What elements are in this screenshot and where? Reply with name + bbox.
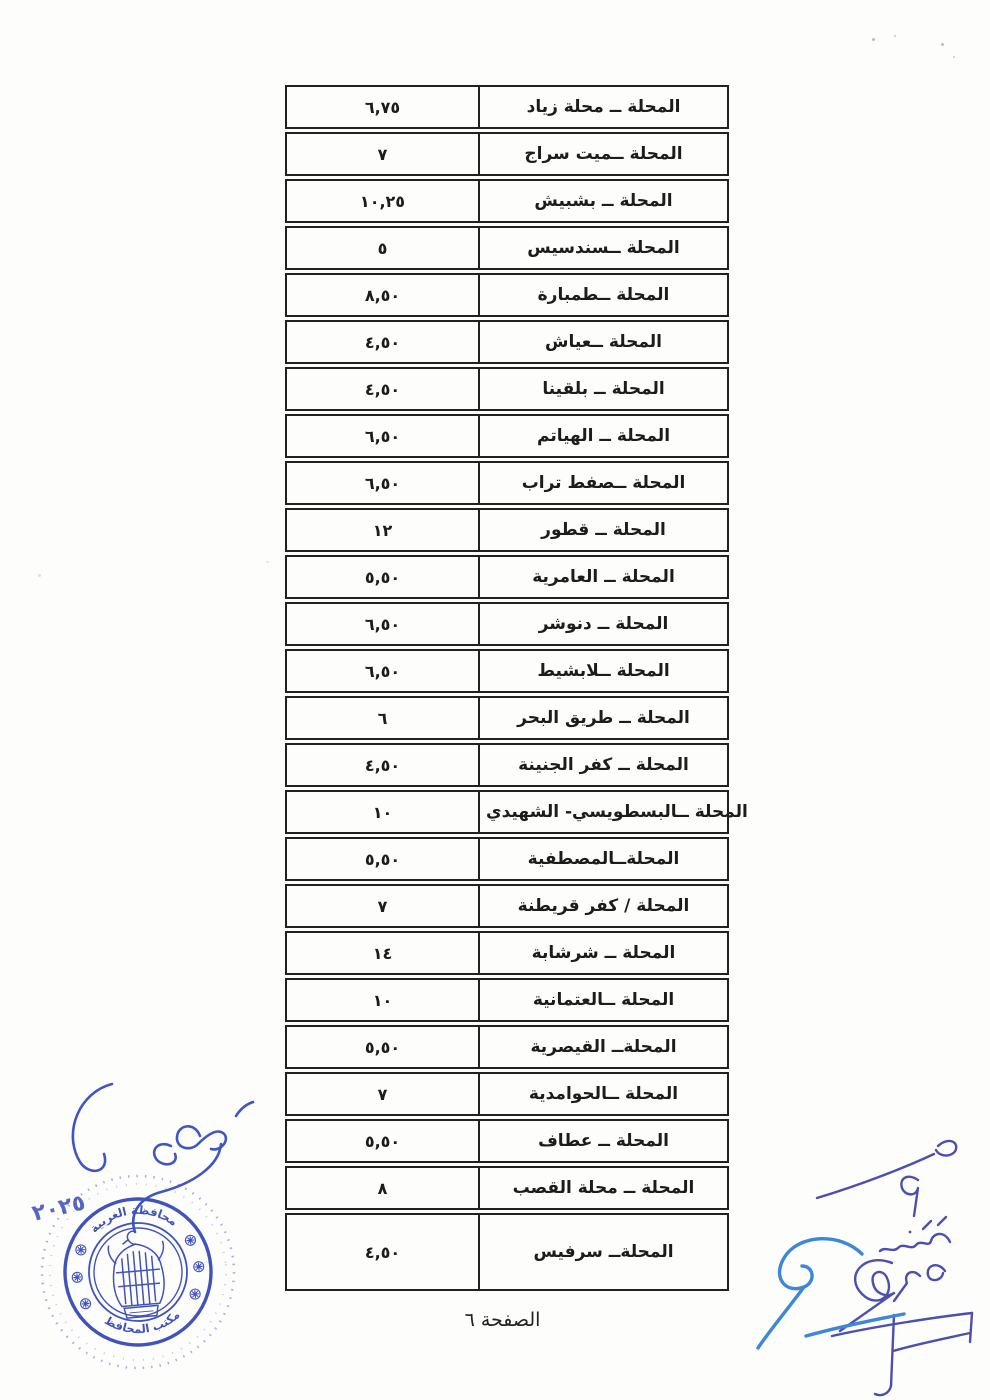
stamp-ink-halo	[43, 1177, 234, 1368]
table-row	[285, 696, 729, 740]
eagle-emblem-icon	[107, 1229, 170, 1320]
handwritten-year-note: ٢٠٢٥	[29, 1190, 88, 1227]
district-name: المحلة ــالبسطويسي- الشهيدي	[486, 802, 748, 822]
noise-dot	[894, 35, 896, 37]
table-row	[285, 555, 729, 599]
rate-value: ٧	[287, 134, 480, 174]
district-name: المحلة ــ طريق البحر	[517, 708, 690, 728]
district-name: المحلةــالمصطفية	[527, 849, 680, 869]
rate-value: ٦,٧٥	[287, 87, 480, 127]
rate-value: ٦,٥٠	[287, 604, 480, 644]
district-name: المحلة ــ العامرية	[532, 567, 675, 587]
district-name: المحلة ــ محلة زياد	[526, 97, 681, 117]
district-name: المحلة ــالحوامدية	[528, 1084, 679, 1104]
table-row	[285, 367, 729, 411]
rate-value: ٦,٥٠	[287, 651, 480, 691]
noise-dot	[38, 574, 41, 577]
district-name: المحلة ــطمبارة	[537, 285, 670, 305]
official-stamp	[24, 1158, 252, 1386]
districts-rates-table	[285, 85, 748, 1294]
district-name: المحلة ــلابشيط	[537, 661, 670, 681]
district-name: المحلة / كفر قريطنة	[517, 896, 690, 916]
rate-value: ١٠	[287, 980, 480, 1020]
rate-value: ٦,٥٠	[287, 416, 480, 456]
table-row	[285, 649, 729, 693]
district-name: المحلة ــ بلقينا	[542, 379, 665, 399]
noise-dot	[872, 38, 875, 41]
rate-value: ٥,٥٠	[287, 1027, 480, 1067]
table-row	[285, 884, 729, 928]
stamp-arc-bottom-text: مكتب المحافظ	[102, 1307, 183, 1336]
district-name: المحلة ــ دنوشر	[538, 614, 669, 634]
table-row	[285, 837, 729, 881]
table-row	[285, 320, 729, 364]
rate-value: ٥,٥٠	[287, 1121, 480, 1161]
district-name: المحلة ــ شرشابة	[531, 943, 676, 963]
rate-value: ٦	[287, 698, 480, 738]
rate-value: ١٤	[287, 933, 480, 973]
rate-value: ١٢	[287, 510, 480, 550]
table-row	[285, 414, 729, 458]
rate-value: ٤,٥٠	[287, 369, 480, 409]
district-name: المحلة ــ كفر الجنينة	[518, 755, 689, 775]
rate-value: ١٠,٢٥	[287, 181, 480, 221]
rate-value: ٧	[287, 886, 480, 926]
stamp-arc-top-text: محافظة الغربية	[86, 1202, 181, 1236]
table-row	[285, 179, 729, 223]
rate-value: ٤,٥٠	[287, 745, 480, 785]
table-row	[285, 132, 729, 176]
stamp-inner-ring	[85, 1219, 191, 1325]
table-row	[285, 226, 729, 270]
table-row	[285, 1072, 729, 1116]
rate-value: ٥,٥٠	[287, 557, 480, 597]
rate-value: ٦,٥٠	[287, 463, 480, 503]
table-row	[285, 931, 729, 975]
table-row	[285, 790, 748, 834]
rate-value: ٥	[287, 228, 480, 268]
district-name: المحلةــ سرفيس	[533, 1242, 674, 1262]
district-name: المحلة ــ عطاف	[538, 1131, 669, 1151]
district-name: المحلة ــصفط تراب	[521, 473, 686, 493]
table-row	[285, 461, 729, 505]
rate-value: ١٠	[287, 792, 480, 832]
district-name: المحلة ــ محلة القصب	[512, 1178, 695, 1198]
district-name: المحلةــ القيصرية	[530, 1037, 677, 1057]
table-row	[285, 978, 729, 1022]
district-name: المحلة ــميت سراج	[524, 144, 683, 164]
rate-value: ٨,٥٠	[287, 275, 480, 315]
noise-dot	[953, 56, 955, 58]
rate-value: ٤,٥٠	[287, 322, 480, 362]
table-row	[285, 602, 729, 646]
district-name: المحلة ــ بشبيش	[534, 191, 673, 211]
noise-dot	[266, 561, 269, 563]
district-name: المحلة ــ الهياتم	[536, 426, 671, 446]
table-row	[285, 85, 729, 129]
page-number: الصفحة ٦	[464, 1309, 541, 1331]
table-row	[285, 743, 729, 787]
signature-right-icon	[742, 1124, 990, 1400]
district-name: المحلة ــعياش	[544, 332, 663, 352]
table-row	[285, 273, 729, 317]
table-row	[285, 508, 729, 552]
table-row	[285, 1166, 729, 1210]
table-row	[285, 1025, 729, 1069]
table-row	[285, 1213, 729, 1291]
district-name: المحلة ــسندسيس	[527, 238, 680, 258]
district-name: المحلة ــالعتمانية	[532, 990, 675, 1010]
table-row	[285, 1119, 729, 1163]
district-name: المحلة ــ قطور	[541, 520, 666, 540]
rate-value: ٤,٥٠	[287, 1215, 480, 1289]
rate-value: ٥,٥٠	[287, 839, 480, 879]
noise-dot	[941, 43, 944, 46]
rate-value: ٧	[287, 1074, 480, 1114]
rate-value: ٨	[287, 1168, 480, 1208]
